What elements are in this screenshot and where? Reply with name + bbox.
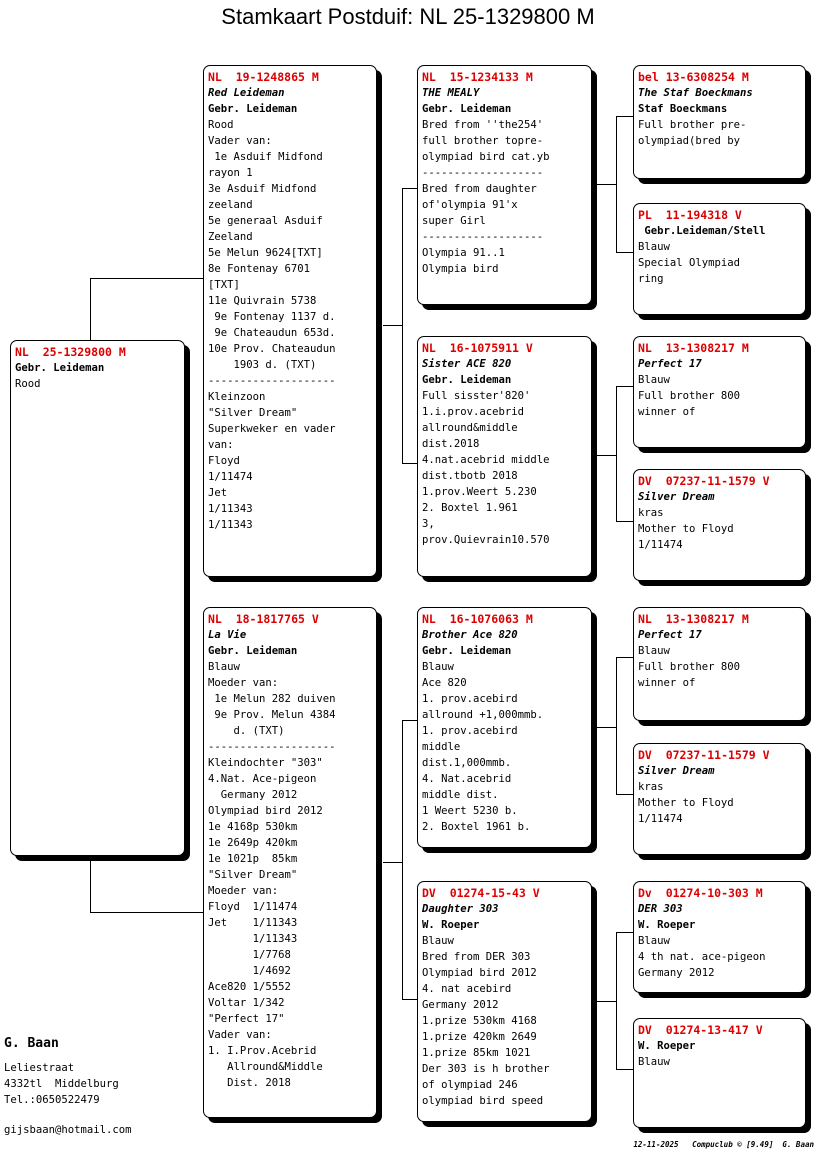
info-line: Vader van:: [208, 1029, 272, 1041]
info-line: 9e Fontenay 1137 d.: [208, 311, 336, 323]
info-line: 1e 2649p 420km: [208, 837, 298, 849]
info-line: 1.prize 85km 1021: [422, 1047, 531, 1059]
info-line: allround&middle: [422, 422, 518, 434]
info-line: 3,: [422, 518, 435, 530]
info-line: Dist. 2018: [208, 1077, 291, 1089]
breeder-name: Gebr. Leideman: [15, 362, 105, 374]
pigeon-card-mf-father[interactable]: [633, 607, 806, 721]
pigeon-name: DER 303: [638, 903, 683, 915]
info-line: Germany 2012: [208, 789, 298, 801]
info-line: 1/11474: [638, 813, 683, 825]
ring-number: NL 25-1329800 M: [15, 345, 126, 359]
info-line: 1/7768: [208, 949, 291, 961]
info-line: prov.Quievrain10.570: [422, 534, 550, 546]
connector-line: [402, 188, 417, 189]
connector-line: [402, 999, 417, 1000]
info-line: winner of: [638, 677, 696, 689]
info-line: olympiad(bred by: [638, 135, 741, 147]
ring-number: Dv 01274-10-303 M: [638, 886, 763, 900]
info-line: d. (TXT): [208, 725, 285, 737]
pigeon-card-father[interactable]: [203, 65, 377, 577]
info-line: 1. prov.acebird: [422, 725, 518, 737]
info-line: 1.prov.Weert 5.230: [422, 486, 537, 498]
owner-phone: Tel.:0650522479: [4, 1094, 100, 1106]
connector-line: [616, 1069, 633, 1070]
info-line: Blauw: [422, 661, 454, 673]
info-line: --------------------: [208, 375, 336, 387]
breeder-name: Gebr. Leideman: [422, 374, 512, 386]
info-line: "Silver Dream": [208, 407, 298, 419]
ring-number: NL 13-1308217 M: [638, 612, 749, 626]
footer-credit: 12-11-2025 Compuclub © [9.49] G. Baan: [633, 1140, 814, 1149]
info-line: 5e generaal Asduif: [208, 215, 323, 227]
info-line: of olympiad 246: [422, 1079, 518, 1091]
info-line: 5e Melun 9624[TXT]: [208, 247, 323, 259]
info-line: 1903 d. (TXT): [208, 359, 317, 371]
info-line: 2. Boxtel 1.961: [422, 502, 518, 514]
info-line: dist.2018: [422, 438, 480, 450]
connector-line: [402, 188, 403, 464]
info-line: of'olympia 91'x: [422, 199, 518, 211]
connector-line: [616, 386, 633, 387]
info-line: Moeder van:: [208, 677, 279, 689]
connector-line: [90, 278, 204, 279]
info-line: middle: [422, 741, 461, 753]
info-line: Blauw: [638, 645, 670, 657]
info-line: -------------------: [422, 167, 544, 179]
info-line: 1e Melun 282 duiven: [208, 693, 336, 705]
info-line: kras: [638, 781, 664, 793]
info-line: Der 303 is h brother: [422, 1063, 550, 1075]
connector-line: [383, 862, 403, 863]
info-line: Ace820 1/5552: [208, 981, 291, 993]
info-line: zeeland: [208, 199, 253, 211]
info-line: Jet: [208, 487, 228, 499]
ring-number: NL 16-1075911 V: [422, 341, 533, 355]
info-line: Special Olympiad: [638, 257, 741, 269]
info-line: 1e 1021p 85km: [208, 853, 298, 865]
breeder-name: W. Roeper: [638, 1040, 696, 1052]
info-line: Olympiad bird 2012: [422, 967, 537, 979]
connector-line: [90, 912, 204, 913]
info-line: Bred from daughter: [422, 183, 537, 195]
pigeon-name: Red Leideman: [208, 87, 285, 99]
info-line: Olympia bird: [422, 263, 499, 275]
ring-number: NL 15-1234133 M: [422, 70, 533, 84]
info-line: Blauw: [638, 1056, 670, 1068]
info-line: Blauw: [638, 935, 670, 947]
connector-line: [383, 325, 403, 326]
pigeon-name: Silver Dream: [638, 491, 715, 503]
info-line: Allround&Middle: [208, 1061, 323, 1073]
info-line: middle dist.: [422, 789, 499, 801]
pigeon-name: Sister ACE 820: [422, 358, 512, 370]
info-line: 1. prov.acebird: [422, 693, 518, 705]
info-line: 1e 4168p 530km: [208, 821, 298, 833]
pigeon-card-ff-mother[interactable]: [633, 203, 806, 315]
owner-city: 4332tl Middelburg: [4, 1078, 119, 1090]
info-line: Blauw: [208, 661, 240, 673]
info-line: Moeder van:: [208, 885, 279, 897]
pigeon-card-mm-father[interactable]: [633, 881, 806, 993]
info-line: Kleinzoon: [208, 391, 266, 403]
info-line: full brother topre-: [422, 135, 544, 147]
connector-line: [616, 932, 633, 933]
breeder-name: Gebr.Leideman/Stell: [638, 225, 766, 237]
pigeon-card-mother[interactable]: [203, 607, 377, 1118]
pigeon-card-mm-mother[interactable]: [633, 1018, 806, 1128]
info-line: van:: [208, 439, 234, 451]
pigeon-name: The Staf Boeckmans: [638, 87, 753, 99]
info-line: Kleindochter "303": [208, 757, 323, 769]
breeder-name: Gebr. Leideman: [422, 645, 512, 657]
info-line: Full sisster'820': [422, 390, 531, 402]
info-line: 1.prize 530km 4168: [422, 1015, 537, 1027]
pigeon-card-father-father[interactable]: [417, 65, 592, 305]
info-line: Blauw: [638, 241, 670, 253]
connector-line: [597, 727, 617, 728]
info-line: super Girl: [422, 215, 486, 227]
ring-number: NL 16-1076063 M: [422, 612, 533, 626]
info-line: 9e Chateaudun 653d.: [208, 327, 336, 339]
pigeon-name: Perfect 17: [638, 358, 702, 370]
pigeon-name: Daughter 303: [422, 903, 499, 915]
info-line: 1.i.prov.acebrid: [422, 406, 525, 418]
info-line: dist.tbotb 2018: [422, 470, 518, 482]
info-line: Rood: [208, 119, 234, 131]
info-line: Floyd: [208, 455, 240, 467]
info-line: Olympia 91..1: [422, 247, 505, 259]
info-line: Germany 2012: [422, 999, 499, 1011]
breeder-name: Gebr. Leideman: [422, 103, 512, 115]
connector-line: [597, 1001, 617, 1002]
info-line: -------------------: [422, 231, 544, 243]
info-line: "Perfect 17": [208, 1013, 285, 1025]
pigeon-card-ff-father[interactable]: [633, 65, 806, 179]
info-line: Rood: [15, 378, 41, 390]
connector-line: [616, 116, 617, 253]
pigeon-card-subject[interactable]: [10, 340, 185, 856]
connector-line: [616, 794, 633, 795]
owner-street: Leliestraat: [4, 1062, 75, 1074]
info-line: 10e Prov. Chateaudun: [208, 343, 336, 355]
info-line: 1/11343: [208, 503, 253, 515]
pigeon-name: Brother Ace 820: [422, 629, 518, 641]
ring-number: DV 01274-15-43 V: [422, 886, 540, 900]
connector-line: [616, 657, 633, 658]
info-line: Germany 2012: [638, 967, 715, 979]
info-line: "Silver Dream": [208, 869, 298, 881]
info-line: Floyd 1/11474: [208, 901, 298, 913]
ring-number: DV 07237-11-1579 V: [638, 474, 770, 488]
connector-line: [402, 720, 417, 721]
info-line: 8e Fontenay 6701: [208, 263, 311, 275]
info-line: 4 th nat. ace-pigeon: [638, 951, 766, 963]
pigeon-card-mf-mother[interactable]: [633, 743, 806, 855]
info-line: Superkweker en vader: [208, 423, 336, 435]
info-line: 4.nat.acebrid middle: [422, 454, 550, 466]
pigeon-name: Silver Dream: [638, 765, 715, 777]
info-line: Mother to Floyd: [638, 523, 734, 535]
info-line: Full brother pre-: [638, 119, 747, 131]
pigeon-card-mother-mother[interactable]: [417, 881, 592, 1122]
breeder-name: Staf Boeckmans: [638, 103, 728, 115]
pigeon-card-mother-father[interactable]: [417, 607, 592, 848]
connector-line: [90, 278, 91, 340]
info-line: 4. nat acebird: [422, 983, 512, 995]
connector-line: [616, 252, 633, 253]
info-line: 1e Asduif Midfond: [208, 151, 323, 163]
connector-line: [402, 720, 403, 1000]
info-line: Jet 1/11343: [208, 917, 298, 929]
info-line: 11e Quivrain 5738: [208, 295, 317, 307]
owner-name: G. Baan: [4, 1036, 59, 1051]
info-line: 1/4692: [208, 965, 291, 977]
pigeon-card-fm-father[interactable]: [633, 336, 806, 448]
info-line: 1/11343: [208, 519, 253, 531]
info-line: 3e Asduif Midfond: [208, 183, 317, 195]
info-line: [TXT]: [208, 279, 240, 291]
pigeon-name: THE MEALY: [422, 87, 480, 99]
pigeon-card-father-mother[interactable]: [417, 336, 592, 577]
connector-line: [597, 455, 617, 456]
connector-line: [616, 521, 633, 522]
connector-line: [402, 463, 417, 464]
info-line: Blauw: [638, 374, 670, 386]
info-line: allround +1,000mmb.: [422, 709, 544, 721]
info-line: Vader van:: [208, 135, 272, 147]
info-line: olympiad bird speed: [422, 1095, 544, 1107]
connector-line: [616, 386, 617, 522]
connector-line: [597, 184, 617, 185]
owner-email[interactable]: gijsbaan@hotmail.com: [4, 1124, 132, 1136]
info-line: 1/11474: [208, 471, 253, 483]
breeder-name: W. Roeper: [422, 919, 480, 931]
connector-line: [90, 855, 91, 913]
connector-line: [616, 116, 633, 117]
info-line: 1. I.Prov.Acebrid: [208, 1045, 317, 1057]
page-title: Stamkaart Postduif: NL 25-1329800 M: [221, 4, 595, 29]
breeder-name: Gebr. Leideman: [208, 645, 298, 657]
info-line: Full brother 800: [638, 390, 741, 402]
info-line: dist.1,000mmb.: [422, 757, 512, 769]
info-line: 1/11343: [208, 933, 298, 945]
info-line: --------------------: [208, 741, 336, 753]
info-line: Ace 820: [422, 677, 467, 689]
info-line: Zeeland: [208, 231, 253, 243]
info-line: 4. Nat.acebrid: [422, 773, 512, 785]
info-line: kras: [638, 507, 664, 519]
ring-number: bel 13-6308254 M: [638, 70, 749, 84]
info-line: winner of: [638, 406, 696, 418]
info-line: Blauw: [422, 935, 454, 947]
info-line: Bred from ''the254': [422, 119, 544, 131]
ring-number: NL 13-1308217 M: [638, 341, 749, 355]
info-line: 1/11474: [638, 539, 683, 551]
info-line: 4.Nat. Ace-pigeon: [208, 773, 317, 785]
connector-line: [616, 657, 617, 795]
connector-line: [616, 932, 617, 1070]
info-line: Olympiad bird 2012: [208, 805, 323, 817]
pigeon-name: Perfect 17: [638, 629, 702, 641]
info-line: olympiad bird cat.yb: [422, 151, 550, 163]
breeder-name: Gebr. Leideman: [208, 103, 298, 115]
info-line: Voltar 1/342: [208, 997, 285, 1009]
ring-number: NL 18-1817765 V: [208, 612, 319, 626]
ring-number: DV 01274-13-417 V: [638, 1023, 763, 1037]
info-line: rayon 1: [208, 167, 253, 179]
ring-number: NL 19-1248865 M: [208, 70, 319, 84]
pigeon-name: La Vie: [208, 629, 247, 641]
info-line: Mother to Floyd: [638, 797, 734, 809]
info-line: ring: [638, 273, 664, 285]
info-line: 9e Prov. Melun 4384: [208, 709, 336, 721]
info-line: Bred from DER 303: [422, 951, 531, 963]
info-line: 2. Boxtel 1961 b.: [422, 821, 531, 833]
info-line: 1 Weert 5230 b.: [422, 805, 518, 817]
pigeon-card-fm-mother[interactable]: [633, 469, 806, 581]
info-line: 1.prize 420km 2649: [422, 1031, 537, 1043]
ring-number: PL 11-194318 V: [638, 208, 742, 222]
breeder-name: W. Roeper: [638, 919, 696, 931]
info-line: Full brother 800: [638, 661, 741, 673]
ring-number: DV 07237-11-1579 V: [638, 748, 770, 762]
owner-info: [4, 1036, 119, 1108]
